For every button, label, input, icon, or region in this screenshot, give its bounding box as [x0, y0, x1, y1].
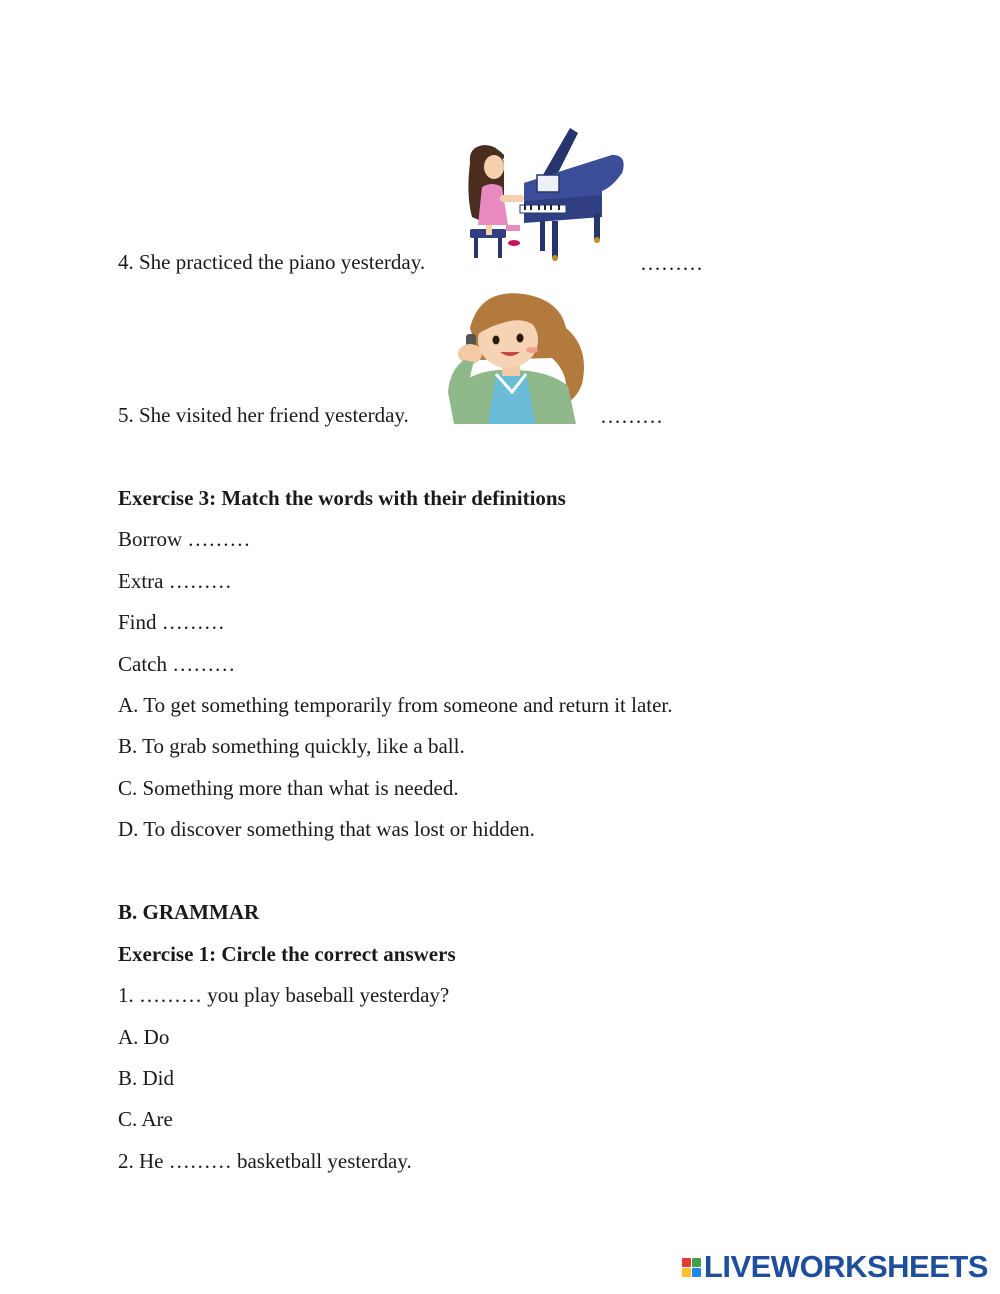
liveworksheets-logo: [682, 1250, 988, 1284]
exercise-3-title: Exercise 3: Match the words with their definitions: [118, 486, 566, 510]
definition-b: B. To grab something quickly, like a ball.: [118, 734, 465, 758]
match-word-borrow[interactable]: Borrow ………: [118, 527, 251, 551]
question-1: 1. ……… you play baseball yesterday?: [118, 983, 450, 1007]
grammar-exercise-1-title: Exercise 1: Circle the correct answers: [118, 942, 456, 966]
definition-c: C. Something more than what is needed.: [118, 776, 459, 800]
question-2: 2. He ……… basketball yesterday.: [118, 1149, 412, 1173]
answer-blank-4[interactable]: ………: [640, 251, 703, 275]
girl-talking-on-phone-illustration: [440, 288, 596, 424]
match-word-find[interactable]: Find ………: [118, 610, 225, 634]
sentence-5: 5. She visited her friend yesterday.: [118, 403, 409, 427]
definition-d: D. To discover something that was lost or hidden.: [118, 817, 535, 841]
sentence-4: 4. She practiced the piano yesterday.: [118, 250, 426, 274]
logo-text: LIVEWORKSHEETS: [703, 1249, 988, 1284]
question-1-option-a[interactable]: A. Do: [118, 1025, 170, 1049]
grammar-section-title: B. GRAMMAR: [118, 900, 260, 924]
definition-a: A. To get something temporarily from someone and return it later.: [118, 693, 673, 717]
match-word-catch[interactable]: Catch ………: [118, 652, 236, 676]
girl-playing-piano-illustration: [462, 125, 630, 263]
answer-blank-5[interactable]: ………: [600, 404, 663, 428]
logo-mark-icon: [682, 1258, 701, 1277]
question-1-option-b[interactable]: B. Did: [118, 1066, 175, 1090]
question-1-option-c[interactable]: C. Are: [118, 1107, 173, 1131]
match-word-extra[interactable]: Extra ………: [118, 569, 232, 593]
